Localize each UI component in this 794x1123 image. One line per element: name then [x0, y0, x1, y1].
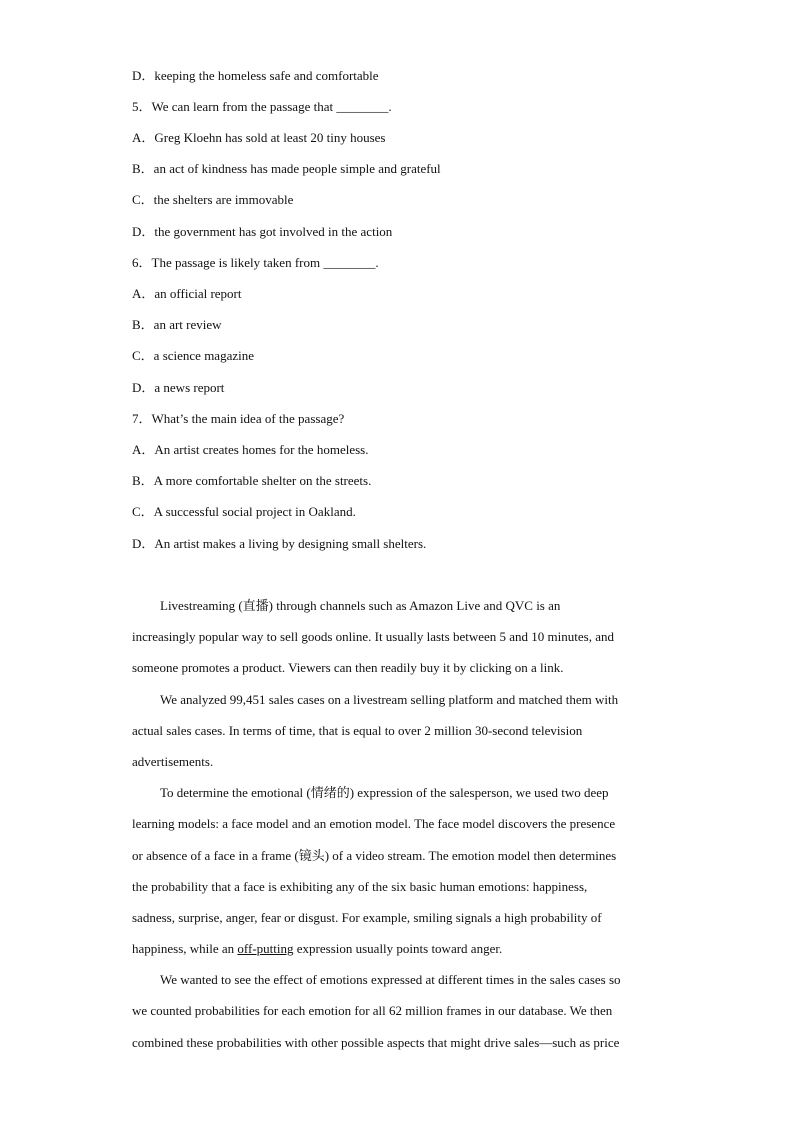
q7-option-d: D．An artist makes a living by designing small shelters.: [132, 536, 427, 551]
q7-option-c: C．A successful social project in Oakland.: [132, 504, 356, 519]
passage-line: increasingly popular way to sell goods online. It usually lasts between 5 and 10 minutes, and: [132, 629, 614, 644]
q6-option-a: A．an official report: [132, 286, 242, 301]
passage-text: happiness, while an: [132, 941, 238, 956]
passage-line: or absence of a face in a frame (镜头) of a video stream. The emotion model then determines: [132, 848, 617, 863]
passage-line: learning models: a face model and an emotion model. The face model discovers the presence: [132, 816, 616, 831]
passage-line: someone promotes a product. Viewers can then readily buy it by clicking on a link.: [132, 660, 564, 675]
q5-option-d: D．the government has got involved in the action: [132, 224, 393, 239]
q5-stem: 5．We can learn from the passage that ________.: [132, 99, 392, 114]
passage-line-with-underline: [132, 940, 502, 958]
passage-line: actual sales cases. In terms of time, that is equal to over 2 million 30-second television: [132, 723, 583, 738]
passage-line: To determine the emotional (情绪的) expression of the salesperson, we used two deep: [160, 785, 609, 800]
q7-option-b: B．A more comfortable shelter on the streets.: [132, 473, 372, 488]
passage-line: the probability that a face is exhibiting any of the six basic human emotions: happiness,: [132, 879, 588, 894]
q6-option-d: D．a news report: [132, 380, 225, 395]
underlined-word: off-putting: [237, 941, 294, 956]
q5-option-a: A．Greg Kloehn has sold at least 20 tiny houses: [132, 130, 386, 145]
passage-line: Livestreaming (直播) through channels such as Amazon Live and QVC is an: [160, 598, 561, 613]
q5-option-b: B．an act of kindness has made people simple and grateful: [132, 161, 441, 176]
passage-text: expression usually points toward anger.: [293, 941, 503, 956]
passage-line: we counted probabilities for each emotion for all 62 million frames in our database. We then: [132, 1003, 613, 1018]
q7-stem: 7．What’s the main idea of the passage?: [132, 411, 345, 426]
passage-line: We wanted to see the effect of emotions expressed at different times in the sales cases so: [160, 972, 621, 987]
q6-option-c: C．a science magazine: [132, 348, 254, 363]
passage-line: We analyzed 99,451 sales cases on a livestream selling platform and matched them with: [160, 692, 619, 707]
q5-option-c: C．the shelters are immovable: [132, 192, 294, 207]
q4-option-d: D．keeping the homeless safe and comfortable: [132, 68, 379, 83]
passage-line: advertisements.: [132, 754, 214, 769]
passage-line: combined these probabilities with other possible aspects that might drive sales—such as price: [132, 1035, 620, 1050]
q7-option-a: A．An artist creates homes for the homeless.: [132, 442, 369, 457]
q6-option-b: B．an art review: [132, 317, 222, 332]
q6-stem: 6．The passage is likely taken from ________.: [132, 255, 379, 270]
passage-line: sadness, surprise, anger, fear or disgust. For example, smiling signals a high probability of: [132, 910, 602, 925]
